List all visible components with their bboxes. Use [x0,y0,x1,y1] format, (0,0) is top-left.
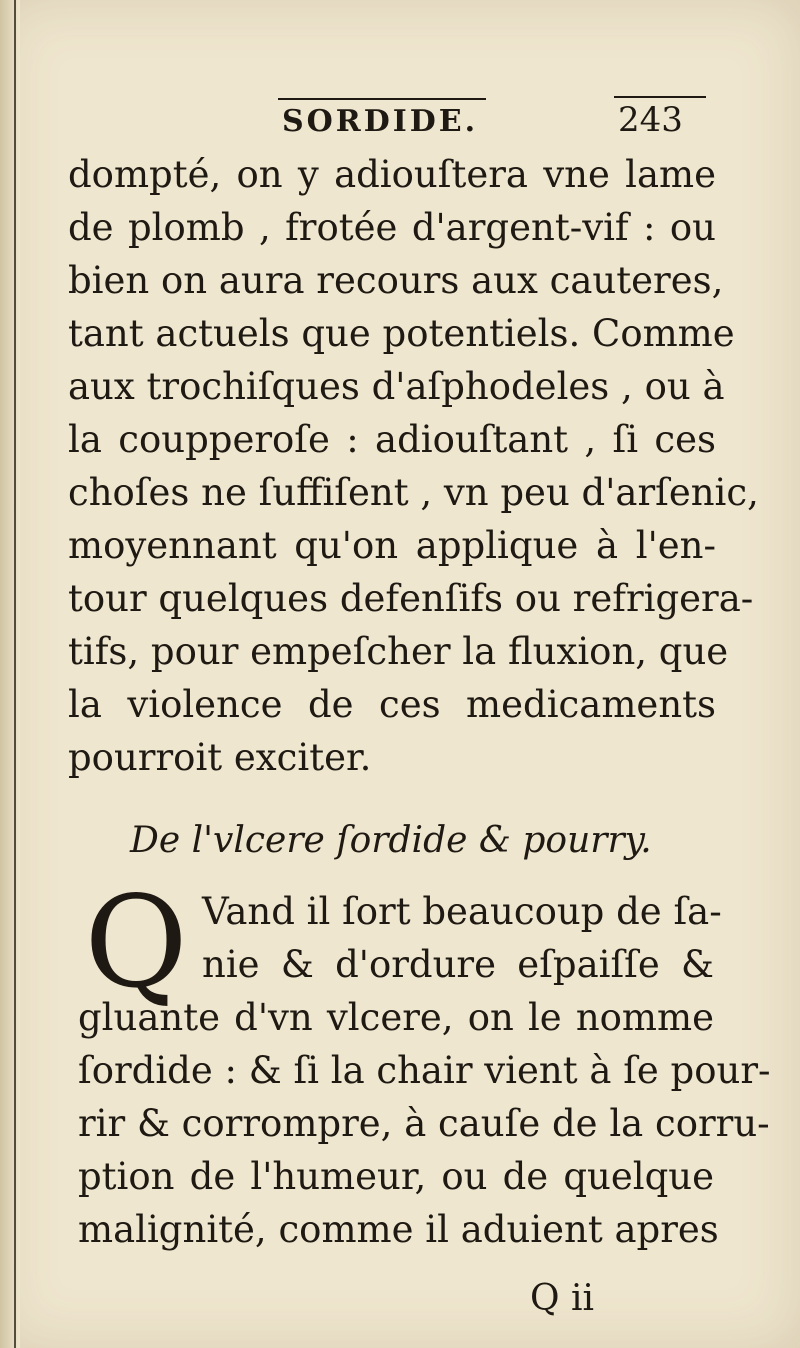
section-heading: De l'vlcere ſordide & pourry. [130,820,652,861]
text-line: moyennant qu'on applique à l'en- [68,524,716,567]
text-line: tifs, pour empeſcher la fluxion, que [68,630,729,673]
text-line: choſes ne ſuffiſent , vn peu d'arſenic, [68,471,759,514]
text-line: ſordide : & ſi la chair vient à ſe pour- [78,1049,771,1092]
page-gutter [0,0,20,1348]
text-line: dompté, on y adiouſtera vne lame [68,153,716,196]
text-line: la coupperoſe : adiouſtant , ſi ces [68,418,716,461]
running-title-rule [278,98,486,100]
folio-rule [614,96,706,98]
text-line: aux trochiſques d'aſphodeles , ou à [68,365,725,408]
text-line: tour quelques defenſifs ou refrigera- [68,577,754,620]
text-line: tant actuels que potentiels. Comme [68,312,735,355]
drop-cap-initial: Q [84,869,188,1016]
paragraph-2 [78,869,771,1256]
signature-mark: Q ii [530,1278,594,1319]
text-line: gluante d'vn vlcere, on le nomme [78,996,714,1039]
text-line: malignité, comme il aduient apres [78,1208,719,1251]
text-line: ption de l'humeur, ou de quelque [78,1155,714,1198]
paragraph-1 [68,148,759,784]
text-line: de plomb , frotée d'argent-vif : ou [68,206,716,249]
running-head [0,96,800,146]
running-title: SORDIDE. [282,104,479,139]
text-line: pourroit exciter. [68,736,372,779]
text-line: rir & corrompre, à cauſe de la corru- [78,1102,770,1145]
gutter-edge-line [14,0,16,1348]
page-number: 243 [618,100,683,140]
text-line: bien on aura recours aux cauteres, [68,259,724,302]
text-line: la violence de ces medicaments [68,683,716,726]
text-line: Vand il ſort beaucoup de ſa- [202,890,722,933]
text-line: nie & d'ordure eſpaiſſe & [202,943,714,986]
